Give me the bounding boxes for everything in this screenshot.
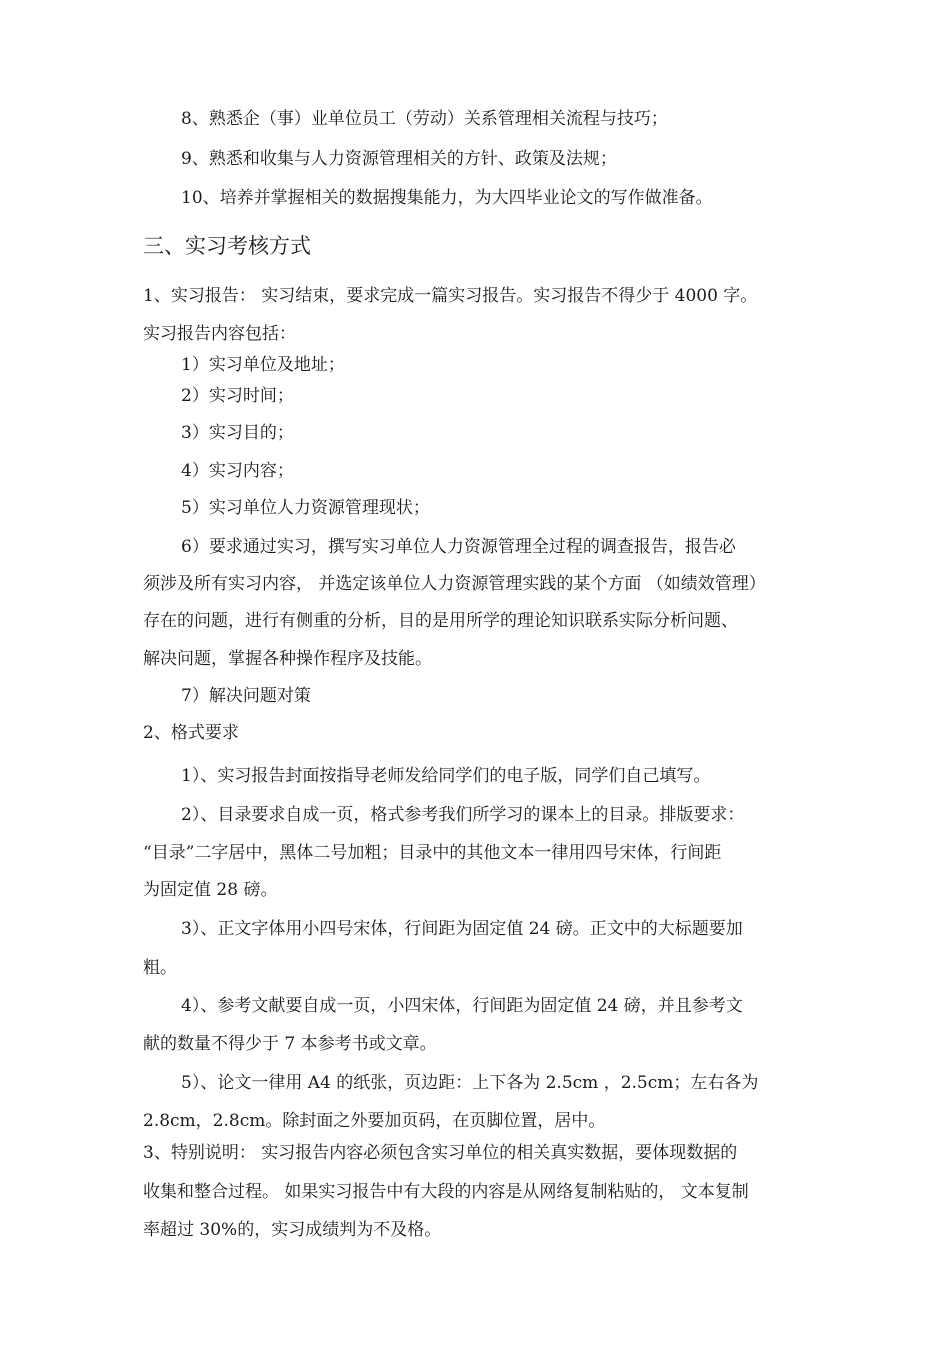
report-item-6-line-3: 存在的问题，进行有侧重的分析，目的是用所学的理论知识联系实际分析问题、 <box>143 611 738 631</box>
report-item-6-line-1: 6）要求通过实习，撰写实习单位人力资源管理全过程的调查报告，报告必 <box>181 537 736 557</box>
format-point-5-line-2: 2.8cm，2.8cm。除封面之外要加页码，在页脚位置，居中。 <box>143 1111 606 1131</box>
format-point-3-line-2: 粗。 <box>143 958 177 978</box>
report-item-2: 2）实习时间； <box>181 386 294 406</box>
report-item-7: 7）解决问题对策 <box>181 686 311 706</box>
format-point-2-line-2: “目录”二字居中，黑体二号加粗；目录中的其他文本一律用四号宋体，行间距 <box>143 843 722 863</box>
special-note-line-2: 收集和整合过程。 如果实习报告中有大段的内容是从网络复制粘贴的， 文本复制 <box>143 1182 749 1202</box>
report-item-6-line-2: 须涉及所有实习内容， 并选定该单位人力资源管理实践的某个方面 （如绩效管理） <box>143 574 766 594</box>
goal-item-9: 9、熟悉和收集与人力资源管理相关的方针、政策及法规； <box>181 149 617 169</box>
goal-item-8: 8、熟悉企（事）业单位员工（劳动）关系管理相关流程与技巧； <box>181 109 668 129</box>
report-item-5: 5）实习单位人力资源管理现状； <box>181 498 430 518</box>
format-point-4-line-1: 4）、参考文献要自成一页，小四宋体，行间距为固定值 24 磅，并且参考文 <box>181 996 743 1016</box>
report-content-intro: 实习报告内容包括： <box>143 324 296 344</box>
format-point-2-line-1: 2）、目录要求自成一页，格式参考我们所学习的课本上的目录。排版要求： <box>181 805 745 825</box>
report-item-6-line-4: 解决问题，掌握各种操作程序及技能。 <box>143 649 432 669</box>
format-point-2-line-3: 为固定值 28 磅。 <box>143 880 278 900</box>
report-item-1: 1）实习单位及地址； <box>181 355 345 375</box>
special-note-line-3: 率超过 30%的，实习成绩判为不及格。 <box>143 1220 442 1240</box>
report-item-3: 3）实习目的； <box>181 423 294 443</box>
format-point-4-line-2: 献的数量不得少于 7 本参考书或文章。 <box>143 1034 437 1054</box>
format-point-3-line-1: 3）、正文字体用小四号宋体，行间距为固定值 24 磅。正文中的大标题要加 <box>181 919 743 939</box>
report-item-4: 4）实习内容； <box>181 461 294 481</box>
special-note-line-1: 3、特别说明： 实习报告内容必须包含实习单位的相关真实数据，要体现数据的 <box>143 1143 738 1163</box>
goal-item-10: 10、培养并掌握相关的数据搜集能力，为大四毕业论文的写作做准备。 <box>181 188 713 208</box>
section-heading: 三、实习考核方式 <box>143 234 311 258</box>
format-point-5-line-1: 5）、论文一律用 A4 的纸张，页边距：上下各为 2.5cm ，2.5cm；左右各为 <box>181 1073 759 1093</box>
format-title: 2、格式要求 <box>143 723 239 743</box>
report-requirement-line: 1、实习报告： 实习结束，要求完成一篇实习报告。实习报告不得少于 4000 字。 <box>143 286 758 306</box>
format-point-1: 1）、实习报告封面按指导老师发给同学们的电子版，同学们自己填写。 <box>181 766 711 786</box>
